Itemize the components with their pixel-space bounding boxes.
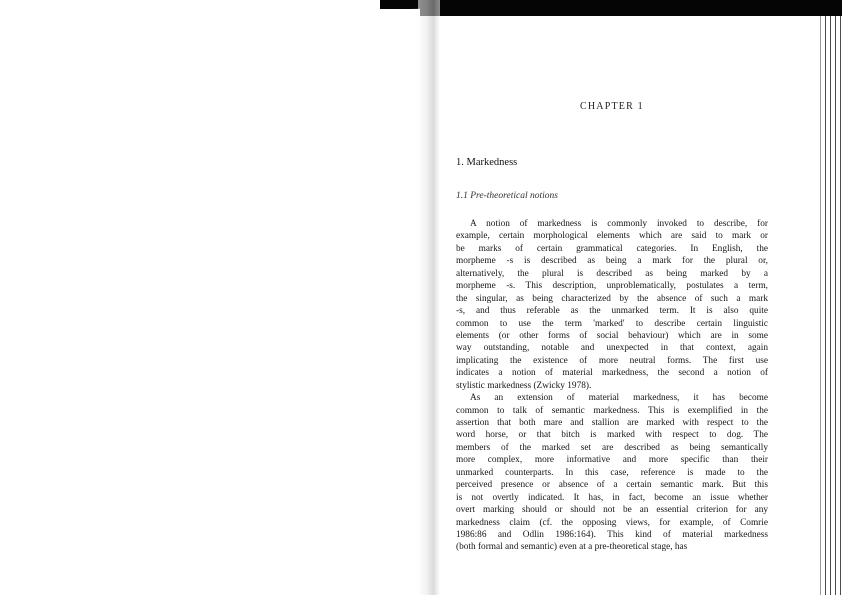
book-spine-shadow xyxy=(418,0,440,595)
section-heading: 1. Markedness xyxy=(456,157,518,168)
body-line: the singular, as being characterized by the absence of such a mark xyxy=(456,293,768,304)
body-line: unmarked counterparts. In this case, reference is made to the xyxy=(456,467,768,478)
body-line: way outstanding, notable and unexpected in that context, again xyxy=(456,343,768,354)
body-line: stylistic markedness (Zwicky 1978). xyxy=(456,380,592,391)
body-line: morpheme -s. This description, unproblematically, postulates a term, xyxy=(456,281,768,292)
body-line: indicates a notion of material markedness, the second a notion of xyxy=(456,368,768,379)
body-line: As an extension of material markedness, it has become xyxy=(470,393,768,404)
subsection-heading: 1.1 Pre-theoretical notions xyxy=(456,191,558,201)
body-line: common to use the term 'marked' to describe certain linguistic xyxy=(456,318,768,329)
body-line: implicating the existence of more neutral forms. The first use xyxy=(456,355,768,366)
book-page xyxy=(448,0,770,595)
body-paragraphs xyxy=(456,218,768,554)
body-line: alternatively, the plural is described as being marked by a xyxy=(456,268,768,279)
body-line: A notion of markedness is commonly invoked to describe, for xyxy=(470,219,768,229)
body-line: be marks of certain grammatical categories. In English, the xyxy=(456,243,768,254)
body-line: is not overtly indicated. It has, in fact, become an issue whether xyxy=(456,492,768,503)
body-line: assertion that both mare and stallion are marked with respect to the xyxy=(456,418,768,428)
body-line: members of the marked set are described as being semantically xyxy=(456,442,768,453)
page-edge-fade xyxy=(816,16,824,595)
body-line: morpheme -s is described as being a mark for the plural or, xyxy=(456,256,768,267)
body-line: markedness claim (cf. the opposing views, for example, of Comrie xyxy=(456,517,768,528)
body-line: elements (or other forms of social behaviour) which are in some xyxy=(456,330,768,341)
body-line: more complex, more informative and more specific than their xyxy=(456,455,768,466)
body-line: overt marking should or should not be an essential criterion for any xyxy=(456,505,768,516)
body-line: example, certain morphological elements which are said to mark or xyxy=(456,231,768,242)
body-line: -s, and thus referable as the unmarked term. It is also quite xyxy=(456,306,768,317)
body-line: word horse, or that bitch is marked with respect to dog. The xyxy=(456,430,768,441)
chapter-title: CHAPTER 1 xyxy=(580,101,644,112)
body-line: common to talk of semantic markedness. This is exemplified in the xyxy=(456,405,768,416)
body-line: (both formal and semantic) even at a pre-theoretical stage, has xyxy=(456,542,688,553)
body-line: 1986:86 and Odlin 1986:164). This kind of material markedness xyxy=(456,529,768,540)
body-line: perceived presence or absence of a certain semantic mark. But this xyxy=(456,480,768,491)
